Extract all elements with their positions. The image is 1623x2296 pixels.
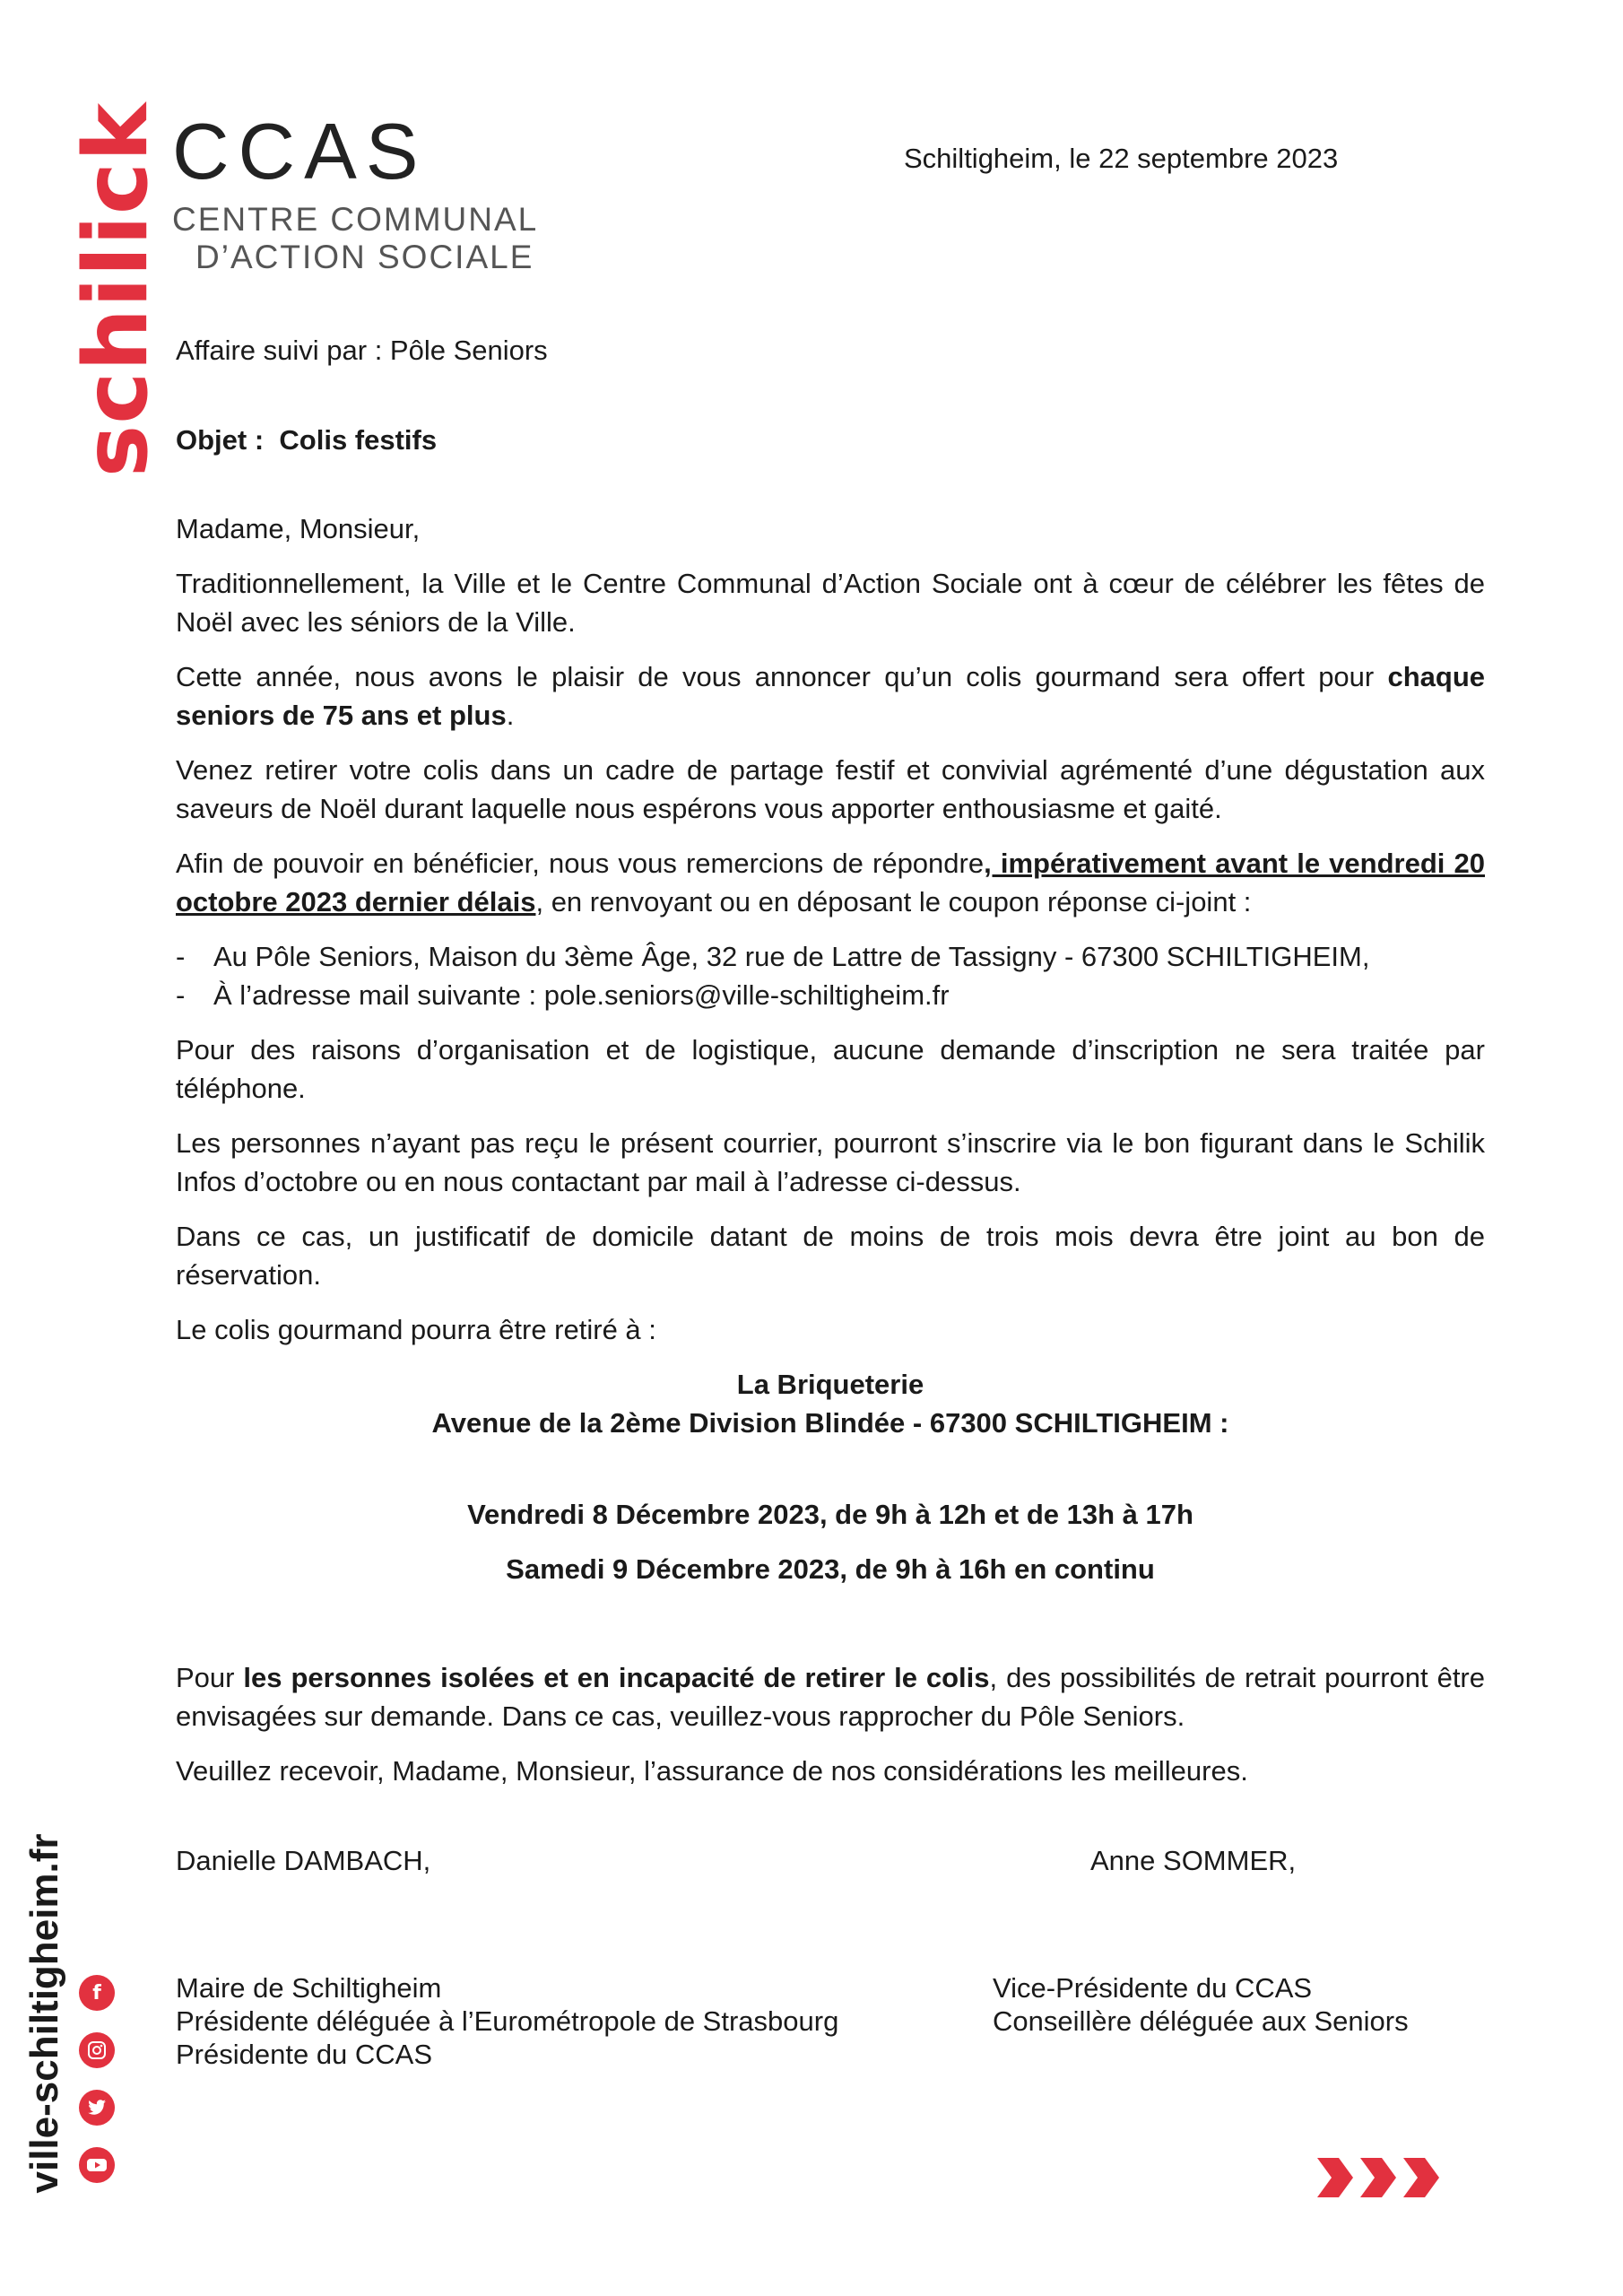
signer-left-name: Danielle DAMBACH,	[176, 1845, 431, 1876]
list-bullet: -	[176, 979, 186, 1011]
vertical-logo: schilick	[65, 101, 168, 478]
paragraph-3: Venez retirer votre colis dans un cadre de partage festif et convivial agrémenté d’une dégustation aux saveurs de Noël durant laquelle nous espérons vous apporter enthousiasme et gaité.	[176, 754, 1485, 824]
list-item: - À l’adresse mail suivante : pole.seniors@ville-schiltigheim.fr	[176, 976, 1485, 1014]
signer-left-titles: Maire de Schiltigheim Présidente déléguée à l’Eurométropole de Strasbourg Présidente du CCAS	[176, 1972, 839, 2070]
objet-label: Objet :	[176, 424, 265, 456]
closing: Veuillez recevoir, Madame, Monsieur, l’assurance de nos considérations les meilleures.	[176, 1755, 1248, 1787]
paragraph-8: Le colis gourmand pourra être retiré à :	[176, 1314, 656, 1345]
instagram-icon[interactable]	[79, 2032, 115, 2068]
venue-address: Avenue de la 2ème Division Blindée - 67300 SCHILTIGHEIM :	[431, 1407, 1229, 1439]
youtube-icon[interactable]	[79, 2147, 115, 2183]
paragraph-5: Pour des raisons d’organisation et de logistique, aucune demande d’inscription ne sera traitée par téléphone.	[176, 1034, 1485, 1104]
venue-name: La Briqueterie	[736, 1369, 924, 1400]
salutation: Madame, Monsieur,	[176, 513, 421, 544]
paragraph-7: Dans ce cas, un justificatif de domicile datant de moins de trois mois devra être joint au bon de réservation.	[176, 1221, 1485, 1291]
affaire-line: Affaire suivi par : Pôle Seniors	[176, 335, 548, 366]
paragraph-9-bold: les personnes isolées et en incapacité de retirer le colis	[243, 1662, 990, 1693]
objet-value: Colis festifs	[279, 424, 438, 456]
paragraph-2-bold: chaque seniors de 75 ans et plus	[176, 661, 1485, 731]
list-bullet: -	[176, 941, 186, 972]
paragraph-4: Afin de pouvoir en bénéficier, nous vous remercions de répondre, impérativement avant le vendredi 20 octobre 2023 dernier délais, en renvoyant ou en déposant le coupon réponse ci-joint :	[176, 848, 1485, 918]
deadline-text: , impérativement avant le vendredi 20 octobre 2023 dernier délais	[176, 848, 1485, 918]
signer-right-name: Anne SOMMER,	[1090, 1845, 1297, 1876]
paragraph-2: Cette année, nous avons le plaisir de vous annoncer qu’un colis gourmand sera offert pour chaque seniors de 75 ans et plus.	[176, 661, 1485, 731]
ccas-title: CCAS	[172, 107, 428, 196]
letter-date: Schiltigheim, le 22 septembre 2023	[904, 143, 1339, 174]
objet-line	[176, 421, 437, 459]
twitter-icon[interactable]	[79, 2090, 115, 2126]
ccas-subtitle-1: CENTRE COMMUNAL	[172, 201, 539, 238]
facebook-icon[interactable]: f	[79, 1975, 115, 2011]
date-friday: Vendredi 8 Décembre 2023, de 9h à 12h et de 13h à 17h	[467, 1499, 1193, 1530]
paragraph-6: Les personnes n’ayant pas reçu le présent courrier, pourront s’inscrire via le bon figurant dans le Schilik Infos d’octobre ou en nous contactant par mail à l’adresse ci-dessus.	[176, 1127, 1485, 1197]
list-item: - Au Pôle Seniors, Maison du 3ème Âge, 32 rue de Lattre de Tassigny - 67300 SCHILTIGHEIM,	[176, 937, 1485, 976]
paragraph-9: Pour les personnes isolées et en incapacité de retirer le colis, des possibilités de retrait pourront être envisagées sur demande. Dans ce cas, veuillez-vous rapprocher du Pôle Seniors.	[176, 1662, 1485, 1732]
paragraph-1: Traditionnellement, la Ville et le Centre Communal d’Action Sociale ont à cœur de célébrer les fêtes de Noël avec les séniors de la Ville.	[176, 568, 1485, 638]
chevron-arrows-icon	[1314, 2152, 1448, 2203]
vertical-website-url: ville-schiltigheim.fr	[22, 1833, 66, 2194]
signer-right-titles: Vice-Présidente du CCAS Conseillère déléguée aux Seniors	[993, 1972, 1409, 2037]
ccas-subtitle-2: D’ACTION SOCIALE	[195, 239, 534, 275]
date-saturday: Samedi 9 Décembre 2023, de 9h à 16h en continu	[506, 1553, 1155, 1585]
